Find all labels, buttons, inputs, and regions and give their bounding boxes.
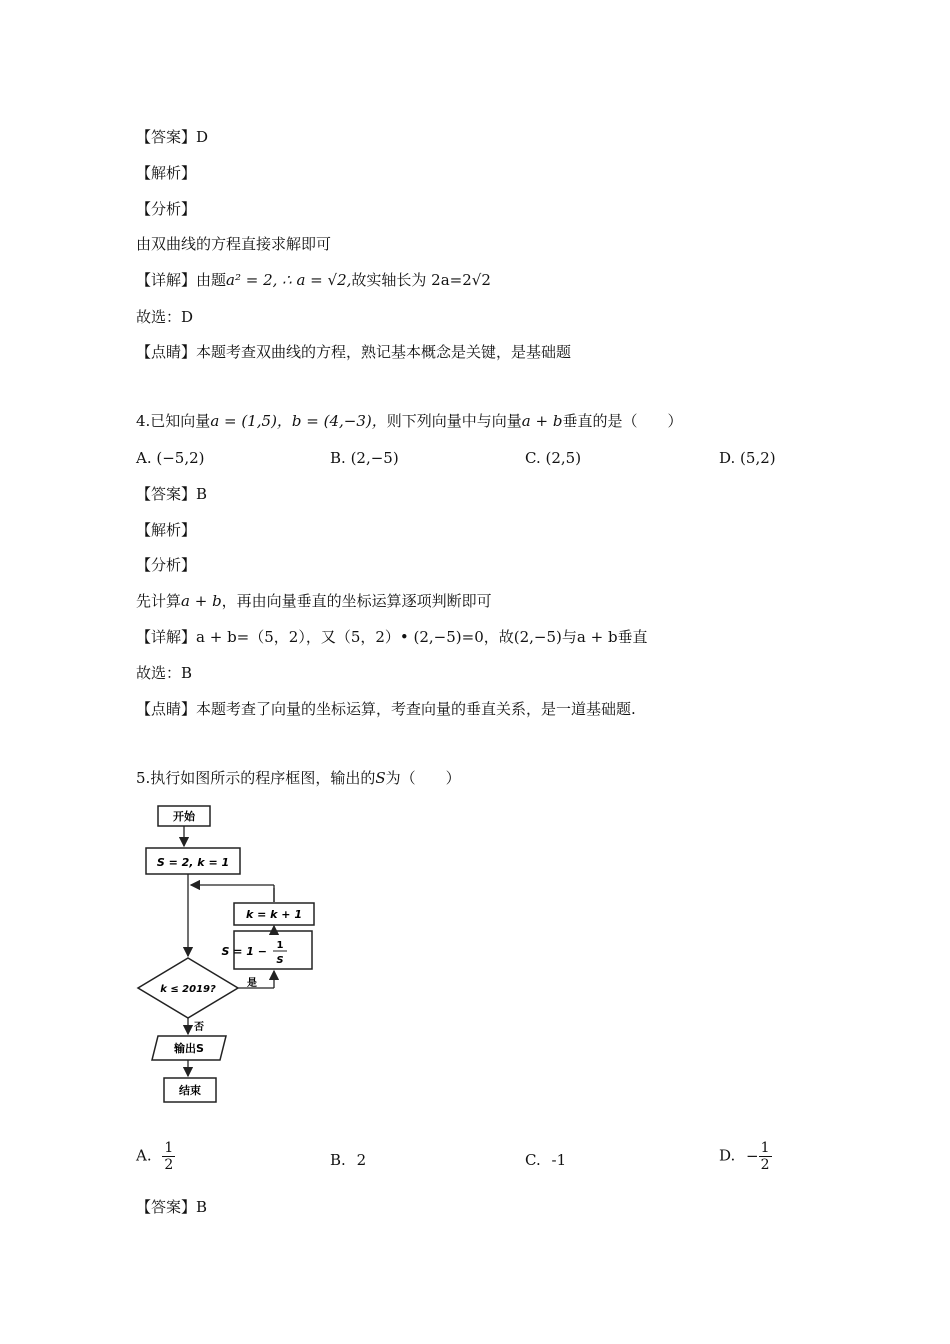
q5-option-d-label: D. <box>719 1146 736 1165</box>
q4-fenxi-prefix: 先计算 <box>136 592 182 610</box>
q4-stem-suffix: 垂直的是（ ） <box>562 412 683 430</box>
q5-option-d-sign: − <box>746 1146 759 1165</box>
q5-option-b-value: 2 <box>356 1151 367 1169</box>
q3-detail-text: 故实轴长为 2a=2√2 <box>351 271 491 289</box>
q4-option-c <box>525 447 581 469</box>
q4-detail-text: a + b=（5，2），又（5，2）• (2,−5)=0，故(2,−5)与a + b垂直 <box>196 628 648 646</box>
flow-update-den: S <box>276 955 284 966</box>
q5-option-b <box>330 1149 366 1171</box>
q4-answer: 【答案】B <box>136 485 208 503</box>
q4-fenxi-suffix: ，再由向量垂直的坐标运算逐项判断即可 <box>221 592 492 610</box>
q4-fenxi-math: a + b <box>181 592 222 610</box>
q5-option-c <box>525 1149 566 1171</box>
q4-option-c-value: (2,5) <box>545 449 582 467</box>
q5-option-a-fraction <box>162 1140 175 1173</box>
q4-option-b-value: (2,−5) <box>350 449 399 467</box>
q4-option-d-value: (5,2) <box>740 449 776 467</box>
q5-option-d-fraction <box>759 1140 772 1173</box>
flow-no-label: 否 <box>194 1022 204 1033</box>
q4-stem-prefix: 4.已知向量 <box>136 412 211 430</box>
q4-choice: 故选：B <box>136 664 193 682</box>
q4-option-d <box>719 447 776 469</box>
q3-detail <box>136 269 491 291</box>
q3-fenxi-text: 由双曲线的方程直接求解即可 <box>136 235 332 253</box>
q4-option-a-value: (−5,2) <box>156 449 205 467</box>
q5-option-a <box>136 1140 175 1173</box>
q5-option-a-num: 1 <box>164 1140 174 1156</box>
q4-option-a <box>136 447 205 469</box>
q5-stem-prefix: 5.执行如图所示的程序框图，输出的 <box>136 769 376 787</box>
flow-end-text: 结束 <box>179 1084 201 1097</box>
q4-stem-vector-b: b = (4,−3)， <box>291 412 387 430</box>
q5-option-d <box>719 1140 772 1173</box>
q3-detail-math: a² = 2, ∴ a = √2, <box>226 271 352 289</box>
q5-option-c-value: -1 <box>551 1151 567 1169</box>
q3-analysis-heading: 【解析】 <box>136 164 197 182</box>
q3-choice: 故选：D <box>136 308 194 326</box>
q4-detail <box>136 626 648 648</box>
q5-answer: 【答案】B <box>136 1198 208 1216</box>
q4-stem-sum: a + b <box>521 412 563 430</box>
q4-analysis-heading: 【解析】 <box>136 521 197 539</box>
q5-stem-suffix: 为（ ） <box>385 769 461 787</box>
q4-fenxi <box>136 590 492 612</box>
q4-comment: 【点睛】本题考查了向量的坐标运算，考查向量的垂直关系，是一道基础题. <box>136 700 636 718</box>
q4-option-d-label: D. <box>719 449 736 467</box>
flow-cond-text: k ≤ 2019? <box>160 984 216 995</box>
q4-option-c-label: C. <box>525 449 541 467</box>
q4-stem <box>136 410 682 432</box>
q3-answer: 【答案】D <box>136 128 209 146</box>
flow-update-num: 1 <box>276 940 284 951</box>
flow-start-text: 开始 <box>173 810 195 823</box>
q5-option-a-label: A. <box>136 1146 152 1165</box>
q5-option-d-den: 2 <box>760 1157 770 1173</box>
q4-option-b-label: B. <box>330 449 346 467</box>
q4-stem-mid: 则下列向量中与向量 <box>386 412 522 430</box>
q4-option-b <box>330 447 399 469</box>
q3-comment: 【点睛】本题考查双曲线的方程，熟记基本概念是关键，是基础题 <box>136 343 572 361</box>
q4-fenxi-heading: 【分析】 <box>136 556 197 574</box>
program-flowchart <box>134 798 334 1110</box>
q5-option-a-den: 2 <box>164 1157 174 1173</box>
q4-stem-vector-a: a = (1,5)， <box>210 412 292 430</box>
flow-inc-text: k = k + 1 <box>245 908 303 921</box>
q3-detail-label: 【详解】由题 <box>136 271 227 289</box>
q4-option-a-label: A. <box>136 449 152 467</box>
q5-option-d-num: 1 <box>760 1140 770 1156</box>
flow-output-text: 输出S <box>174 1042 204 1055</box>
flow-yes-label: 是 <box>247 978 257 989</box>
flow-update-text: S = 1 − <box>221 945 267 958</box>
q5-option-b-label: B. <box>330 1151 346 1169</box>
q5-option-c-label: C. <box>525 1151 541 1169</box>
flow-init-text: S = 2, k = 1 <box>156 856 230 869</box>
q5-stem-var: S <box>375 769 386 787</box>
q3-fenxi-heading: 【分析】 <box>136 200 197 218</box>
q4-detail-label: 【详解】 <box>136 628 197 646</box>
q5-stem <box>136 767 461 789</box>
